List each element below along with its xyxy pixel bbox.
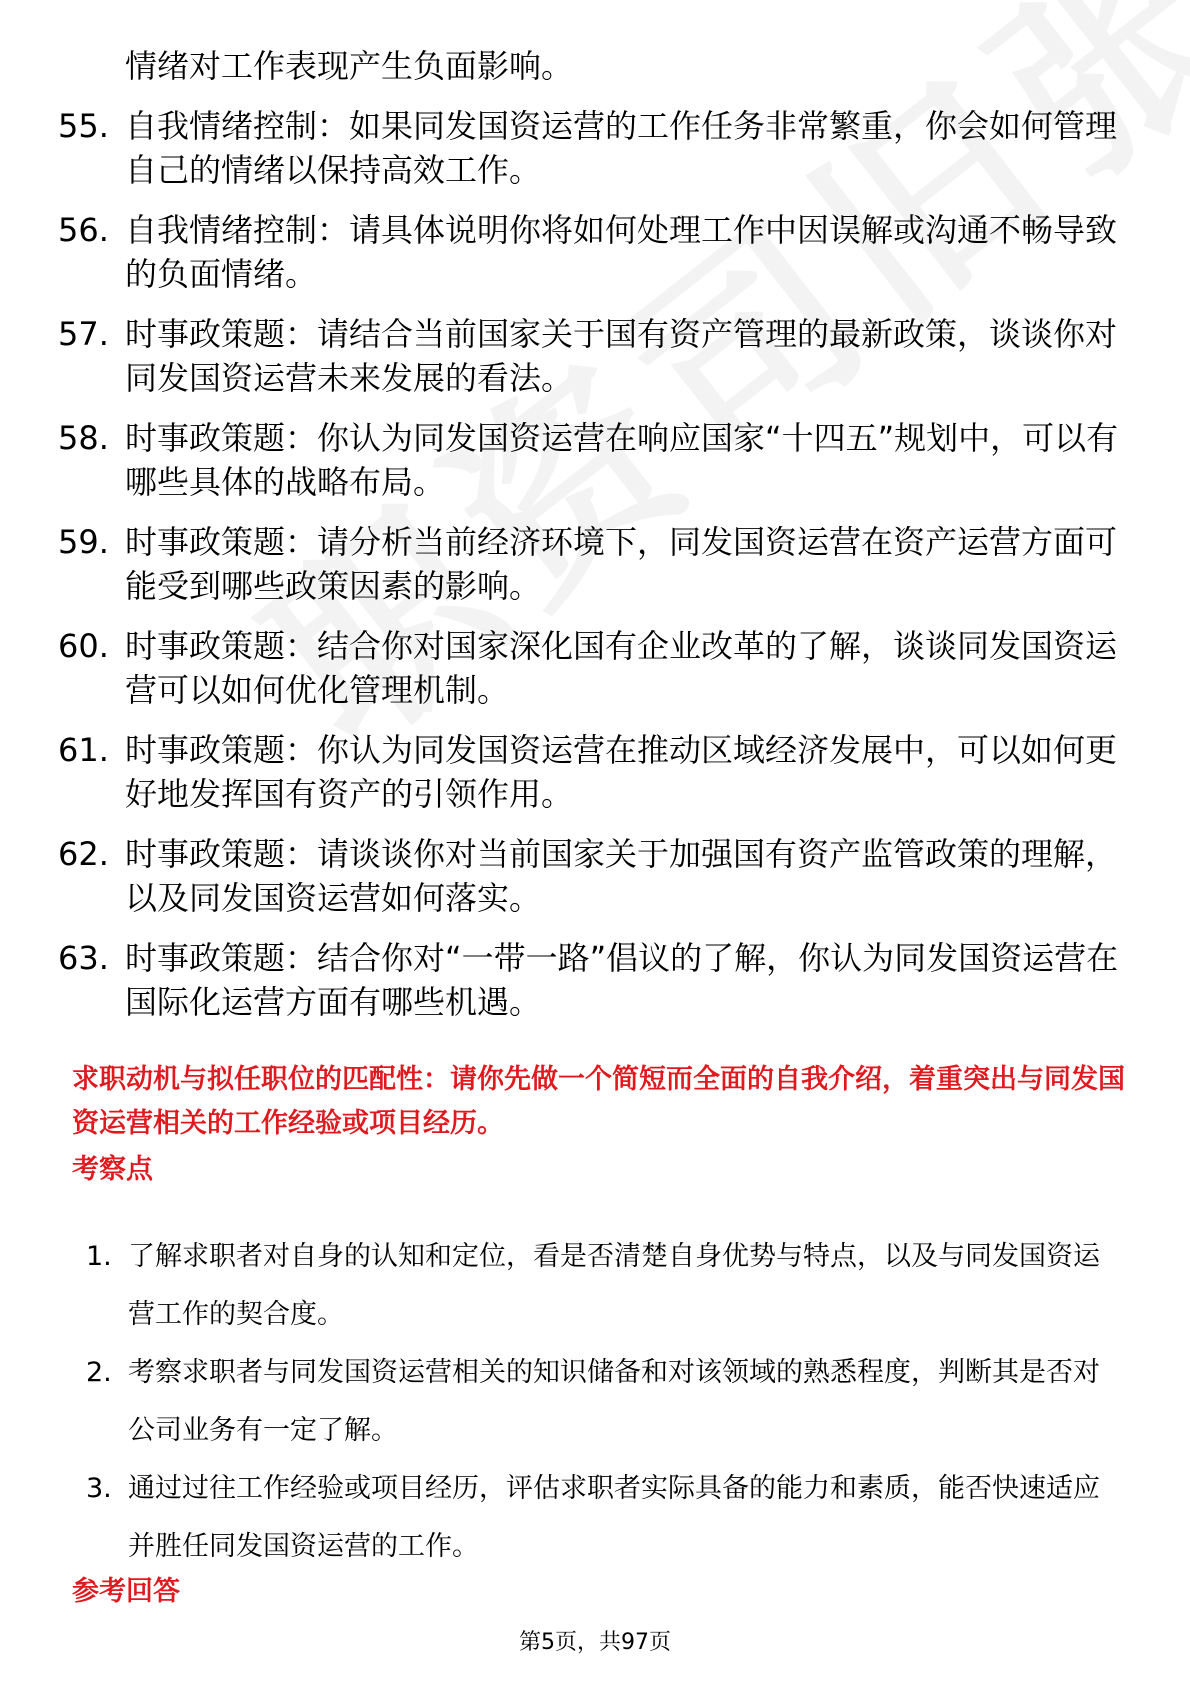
point-number: 1. xyxy=(86,1241,112,1272)
question-number: 62. xyxy=(58,835,109,873)
point-number: 2. xyxy=(86,1357,112,1388)
point-number: 3. xyxy=(86,1473,112,1504)
question-item xyxy=(58,832,1138,920)
question-text: 时事政策题：你认为同发国资运营在响应国家“十四五”规划中，可以有哪些具体的战略布局。 xyxy=(125,419,1119,501)
question-number: 63. xyxy=(58,939,109,977)
question-item xyxy=(58,520,1138,608)
highlight-question: 求职动机与拟任职位的匹配性：请你先做一个简短而全面的自我介绍，着重突出与同发国资运营相关的工作经验或项目经历。 xyxy=(72,1064,1125,1139)
question-text: 自我情绪控制：请具体说明你将如何处理工作中因误解或沟通不畅导致的负面情绪。 xyxy=(125,211,1118,293)
question-number: 58. xyxy=(58,419,109,457)
inspection-point xyxy=(86,1344,1126,1460)
inspection-points-list xyxy=(86,1228,1126,1576)
point-text: 通过过往工作经验或项目经历，评估求职者实际具备的能力和素质，能否快速适应并胜任同发国资运营的工作。 xyxy=(128,1473,1100,1562)
inspection-point xyxy=(86,1460,1126,1576)
question-number: 57. xyxy=(58,315,109,353)
question-item xyxy=(58,624,1138,712)
question-number: 60. xyxy=(58,627,109,665)
inspection-points-heading: 考察点 xyxy=(72,1154,153,1185)
question-text: 时事政策题：请分析当前经济环境下，同发国资运营在资产运营方面可能受到哪些政策因素的影响。 xyxy=(125,523,1118,605)
question-item xyxy=(58,936,1138,1024)
question-text: 时事政策题：结合你对国家深化国有企业改革的了解，谈谈同发国资运营可以如何优化管理机制。 xyxy=(125,627,1118,709)
question-text: 时事政策题：请结合当前国家关于国有资产管理的最新政策，谈谈你对同发国资运营未来发展的看法。 xyxy=(125,315,1118,397)
question-number: 55. xyxy=(58,107,109,145)
reference-answer-heading: 参考回答 xyxy=(72,1576,180,1607)
inspection-point xyxy=(86,1228,1126,1344)
question-item xyxy=(58,312,1138,400)
question-text: 时事政策题：你认为同发国资运营在推动区域经济发展中，可以如何更好地发挥国有资产的引领作用。 xyxy=(125,731,1118,813)
question-number: 61. xyxy=(58,731,109,769)
question-list xyxy=(58,44,1138,1040)
point-text: 考察求职者与同发国资运营相关的知识储备和对该领域的熟悉程度，判断其是否对公司业务有一定了解。 xyxy=(128,1357,1100,1446)
page-footer: 第5页，共97页 xyxy=(519,1630,671,1655)
question-text: 自我情绪控制：如果同发国资运营的工作任务非常繁重，你会如何管理自己的情绪以保持高效工作。 xyxy=(125,107,1118,189)
question-number: 56. xyxy=(58,211,109,249)
question-continuation: 情绪对工作表现产生负面影响。 xyxy=(125,47,574,85)
question-number: 59. xyxy=(58,523,109,561)
point-text: 了解求职者对自身的认知和定位，看是否清楚自身优势与特点，以及与同发国资运营工作的契合度。 xyxy=(128,1241,1100,1330)
question-item xyxy=(58,416,1138,504)
question-item xyxy=(58,728,1138,816)
question-item xyxy=(58,208,1138,296)
question-item xyxy=(58,104,1138,192)
question-text: 时事政策题：请谈谈你对当前国家关于加强国有资产监管政策的理解，以及同发国资运营如何落实。 xyxy=(125,835,1118,917)
question-text: 时事政策题：结合你对“一带一路”倡议的了解，你认为同发国资运营在国际化运营方面有哪些机遇。 xyxy=(125,939,1119,1021)
